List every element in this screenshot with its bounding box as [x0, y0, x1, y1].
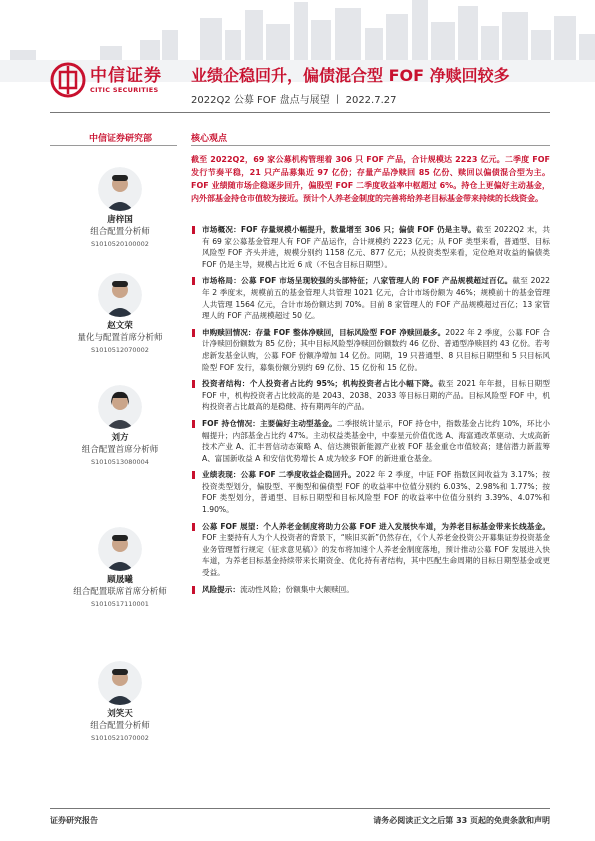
key-point-text: 2022 年 2 季度，中证 FOF 指数区间收益为 3.17%；按投资类型划分，偏股型、平衡型和偏债型 FOF 的收益率中位值分别约 6.03%、2.98%和 1.77%；按 FOF 类型划分，普通型、目标日期型和目标风险型 FOF 的收益率中位值分别约 3.39%、4.07%和 1.90%。 [202, 470, 550, 515]
analyst-title: 组合配置分析师 [90, 721, 150, 731]
sidebar-heading-rule [50, 145, 177, 146]
key-point-text: 截至 2022Q2 末，共有 69 家公募基金管理人有 FOF 产品运作，合计规模约 2223 亿元；从 FOF 类型来看，普通型、目标风险型 FOF 齐头并进，规模分别约 1158 亿元、877 亿元；从投资类型来看，定位绝对收益的偏债类 FOF 仍是主导，规模占比近 6 成（不包含目标日期型）。 [202, 225, 550, 269]
analyst-license-id: S1010513080004 [91, 458, 149, 466]
header-divider [50, 112, 550, 113]
analyst-license-id: S1010521070002 [91, 734, 149, 742]
footer-disclaimer-note: 请务必阅读正文之后第 33 页起的免责条款和声明 [373, 816, 550, 825]
analyst-card [67, 167, 173, 249]
analyst-name: 刘方 [111, 433, 129, 443]
key-point-text: 2022 年 2 季度，公募 FOF 合计净赎回份额数为 85 亿份；其中目标风险型净赎回份额数约 46 亿份、普通型净赎回约 43 亿份。若考虑新发基金认购，公募 FOF 份额净增加 14 亿份。同期，19 只普通型、8 只目标日期型和 5 只目标风险型 FOF 发行，募集份额分别约 69 亿份、15 亿份和 15 亿份。 [202, 327, 550, 372]
analyst-photo [98, 167, 142, 211]
key-point-item [191, 275, 550, 321]
analyst-title: 组合配置分析师 [90, 227, 150, 237]
analyst-title: 组合配置联席首席分析师 [73, 587, 167, 597]
analyst-name: 赵文荣 [107, 321, 133, 331]
footer-divider [50, 808, 550, 809]
citic-logo-icon [50, 62, 86, 98]
key-point-lead: 申购赎回情况：存量 FOF 整体净赎回，目标风险型 FOF 净赎回最多。 [202, 327, 446, 337]
analyst-card [67, 385, 173, 467]
logo-chinese-text: 中信证券 [90, 65, 162, 86]
analyst-card [67, 527, 173, 609]
key-point-text: 截至 2022 年 2 季度末，规模前五的基金管理人共管理 1021 亿元，合计市场份额为 46%；规模前十的基金管理人共管理 1564 亿元，合计市场份额达到 70%。目前 8 家管理人的 FOF 产品规模超过百亿；13 家管理人的 FOF 产品规模超过 50 亿。 [202, 276, 550, 321]
analyst-photo [98, 273, 142, 317]
report-date: 2022.7.27 [345, 95, 397, 106]
report-subtitle [191, 91, 397, 106]
analyst-photo [98, 661, 142, 705]
main-heading-rule [191, 145, 550, 146]
analyst-photo [98, 385, 142, 429]
citic-logo [50, 62, 162, 98]
report-header [0, 0, 595, 112]
logo-english-text: CITIC SECURITIES [90, 85, 159, 94]
subtitle-series: 2022Q2 公募 FOF 盘点与展望 [191, 95, 330, 106]
key-point-lead: 投资者结构：个人投资者占比约 95%；机构投资者占比小幅下降。 [202, 379, 438, 389]
key-point-item [191, 469, 550, 515]
footer-report-type: 证券研究报告 [50, 816, 98, 825]
key-point-lead: 风险提示： [202, 584, 240, 594]
analyst-name: 顾晟曦 [107, 575, 133, 585]
key-point-lead: FOF 持仓情况：主要偏好主动型基金。 [202, 418, 337, 428]
key-point-lead: 市场概况：FOF 存量规模小幅提升，数量增至 306 只；偏债 FOF 仍是主导。 [202, 225, 476, 234]
key-point-lead: 公募 FOF 展望：个人养老金制度将助力公募 FOF 进入发展快车道，为养老目标基金带来长线基金。 [202, 521, 550, 531]
analyst-card [67, 661, 173, 743]
key-point-item [191, 224, 550, 270]
analyst-title: 组合配置首席分析师 [81, 445, 159, 455]
key-point-item [191, 418, 550, 464]
analyst-license-id: S1010517110001 [91, 600, 149, 608]
key-point-item [191, 327, 550, 373]
subtitle-separator: 丨 [332, 95, 343, 106]
analyst-name: 刘笑天 [107, 709, 133, 719]
key-point-text: 二季报统计显示，FOF 持仓中，指数基金占比约 10%，环比小幅提升；内部基金占比约 47%。主动权益类基金中，中泰星元价值优选 A、海富通改革驱动、大成高新技术产业 A、汇丰晋信动态策略 A、信达澳银新能源产业被 FOF 基金重仓市值较高；建信潜力新蓝筹 A、富国新收益 A 和安信优势增长 A 成为较多 FOF 的新进重仓基金。 [202, 418, 550, 463]
analyst-title: 量化与配置首席分析师 [77, 333, 163, 343]
sidebar-heading: 中信证券研究部 [89, 134, 153, 144]
key-point-text: 截至 2021 年年报，目标日期型 FOF 中，机构投资者占比较高的是 2043、2038、2033 等目标日期的产品。目标风险型 FOF 中，机构投资者占比最高的是稳健、持有期两年的产品。 [202, 379, 550, 412]
key-point-item [191, 584, 550, 596]
analyst-name: 唐梓国 [107, 215, 133, 225]
analyst-photo [98, 527, 142, 571]
key-point-lead: 市场格局：公募 FOF 市场呈现较强的头部特征；八家管理人的 FOF 产品规模超过百亿。 [202, 276, 513, 286]
main-heading: 核心观点 [191, 134, 228, 144]
report-title: 业绩企稳回升，偏债混合型 FOF 净赎回较多 [191, 66, 510, 85]
analyst-license-id: S1010520100002 [91, 240, 149, 248]
key-summary: 截至 2022Q2，69 家公募机构管理着 306 只 FOF 产品，合计规模达 2223 亿元。二季度 FOF 发行节奏平稳，21 只产品募集近 97 亿份；存量产品净赎回 85 亿份、赎回以偏债混合型为主。FOF 业绩随市场企稳逐步回升，偏股型 FOF 二季度收益率中枢超过 6%。持仓上更偏好主动基金，内外部基金持仓市值较为接近。预计个人养老金制度的完善将给养老目标基金带来持续的长线资金。 [191, 155, 550, 203]
analyst-license-id: S1010512070002 [91, 346, 149, 354]
key-point-text: 流动性风险；份额集中大额赎回。 [239, 584, 354, 594]
key-point-item [191, 378, 550, 413]
key-point-text: FOF 主要持有人为个人投资者的背景下，“赎旧买新”仍然存在，《个人养老金投资公开募集证券投资基金业务管理暂行规定（征求意见稿）》的发布将加速个人养老金制度落地，预计推动公募 FOF 发展进入快车道，为养老目标基金持续带来长期资金、优化持有者结构，其中匹配生命周期的目标日期型基金或更受益。 [202, 533, 550, 578]
key-points-list [191, 224, 550, 600]
key-point-lead: 业绩表现：公募 FOF 二季度收益企稳回升。 [202, 470, 356, 480]
key-point-item [191, 521, 550, 579]
analyst-card [67, 273, 173, 355]
